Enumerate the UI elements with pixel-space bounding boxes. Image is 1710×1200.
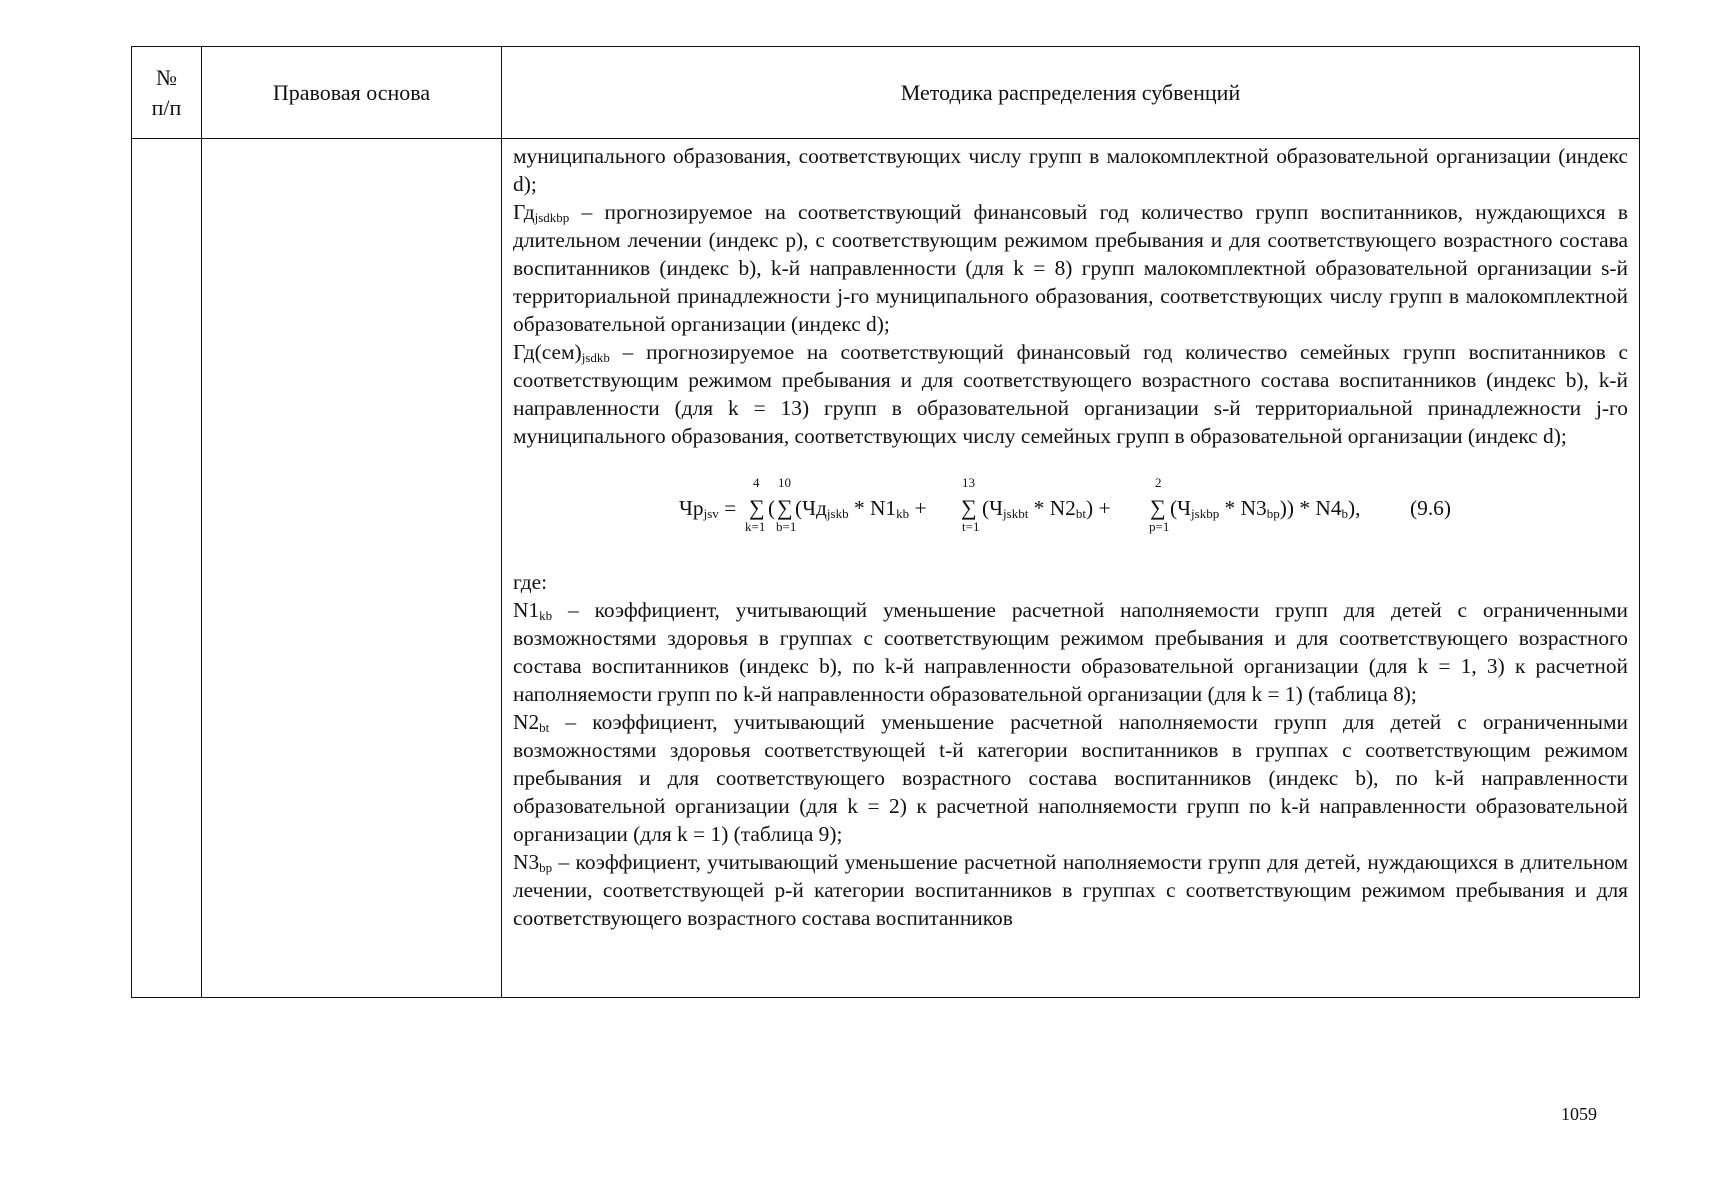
paragraph-gd-sem-text: – прогнозируемое на соответствующий финансовый год количество семейных групп воспитанников с соответствующим режимом пребывания и для соответствующего возрастного состава воспитанников (индекс b), k-й направленности (для k = 13) групп в образовательной организации s-й территориальной принадлежности j-го муниципального образования, соответствующих числу семейных групп в образовательной организации (индекс d); — [513, 340, 1628, 448]
paragraph-n3 — [513, 848, 1628, 932]
paragraph-n2 — [513, 708, 1628, 848]
cell-legal-basis — [202, 139, 502, 998]
symbol-n3-sub: bp — [539, 860, 553, 875]
formula-term3: $(Ч_{jskbp} * N3_{bp})) * N4_b$), — [1170, 496, 1361, 521]
paragraph-gd — [513, 198, 1628, 338]
cell-number — [132, 139, 202, 998]
symbol-n1: N1 — [513, 598, 540, 622]
formula-term1: ($Чд_{jskb} * N1_{kb}$ + — [795, 496, 927, 521]
paragraph-1: муниципального образования, соответствующих числу групп в малокомплектной образовательной организации (индекс d); — [513, 144, 1628, 196]
subvention-method-table — [131, 46, 1640, 998]
sum4-lower: p=1 — [1149, 519, 1170, 534]
header-number — [132, 47, 202, 139]
method-text — [502, 139, 1639, 997]
symbol-gd-sem-sub: jsdkb — [581, 350, 610, 365]
paragraph-n1 — [513, 596, 1628, 708]
sum1-sigma: ∑ — [749, 495, 765, 520]
paragraph-gd-text: – прогнозируемое на соответствующий финансовый год количество групп воспитанников, нуждающихся в длительном лечении (индекс p), с соответствующим режимом пребывания и для соответствующего возрастного состава воспитанников (индекс b), k-й направленности (для k = 8) групп малокомплектной образовательной организации s-й территориальной принадлежности j-го муниципального образования, соответствующих числу групп в малокомплектной образовательной организации (индекс d); — [513, 200, 1628, 336]
header-method: Методика распределения субвенций — [502, 47, 1640, 139]
formula-paren-open: ( — [768, 496, 776, 520]
symbol-n1-sub: kb — [539, 608, 553, 623]
sum3-lower: t=1 — [962, 519, 980, 534]
sum3-upper: 13 — [962, 475, 975, 490]
cell-method — [502, 139, 1640, 998]
sum2-sigma: ∑ — [777, 495, 793, 520]
paragraph-gd-sem — [513, 338, 1628, 450]
paragraph-n1-text: – коэффициент, учитывающий уменьшение расчетной наполняемости групп для детей с ограниченными возможностями здоровья в группах с соответствующим режимом пребывания и для соответствующего возрастного состава воспитанников (индекс b), по k-й направленности образовательной организации (для k = 1, 3) к расчетной наполняемости групп по k-й направленности образовательной организации (для k = 1) (таблица 8); — [513, 598, 1628, 706]
formula-lhs: $Чр_{jsv}$ = — [679, 496, 737, 521]
symbol-gd-sem: Гд(сем) — [513, 340, 582, 364]
paragraph-n2-text: – коэффициент, учитывающий уменьшение расчетной наполняемости групп для детей с ограниченными возможностями здоровья соответствующей t-й категории воспитанников в группах с соответствующим режимом пребывания и для соответствующего возрастного состава воспитанников (индекс b), по k-й направленности образовательной организации (для k = 2) к расчетной наполняемости групп по k-й направленности образовательной организации (для k = 1) (таблица 9); — [513, 710, 1628, 846]
header-number-line1: № — [156, 64, 177, 90]
where-label: где: — [513, 570, 548, 594]
sum2-upper: 10 — [778, 475, 791, 490]
header-number-line2: п/п — [151, 94, 182, 120]
symbol-n2: N2 — [513, 710, 540, 734]
paragraph-n3-text: – коэффициент, учитывающий уменьшение расчетной наполняемости групп для детей, нуждающихся в длительном лечении, соответствующей p-й категории воспитанников в группах с соответствующим режимом пребывания и для соответствующего возрастного состава воспитанников — [513, 850, 1628, 930]
formula-term2: $(Ч_{jskbt} * N2_{bt})$ + — [982, 496, 1111, 521]
formula-number: (9.6) — [1410, 496, 1451, 520]
symbol-n2-sub: bt — [539, 720, 550, 735]
symbol-gd: Гд — [513, 200, 535, 224]
sum3-sigma: ∑ — [961, 495, 977, 520]
sum4-upper: 2 — [1155, 475, 1162, 490]
formula-9-6 — [513, 460, 1628, 574]
symbol-gd-sub: jsdkbp — [534, 210, 570, 225]
sum4-sigma: ∑ — [1150, 495, 1166, 520]
header-legal-basis: Правовая основа — [202, 47, 502, 139]
table-header-row — [132, 47, 1640, 139]
table-row — [132, 139, 1640, 998]
sum1-lower: k=1 — [745, 519, 766, 534]
sum2-lower: b=1 — [776, 519, 797, 534]
sum1-upper: 4 — [753, 475, 760, 490]
symbol-n3: N3 — [513, 850, 540, 874]
page-number: 1059 — [1561, 1104, 1597, 1124]
